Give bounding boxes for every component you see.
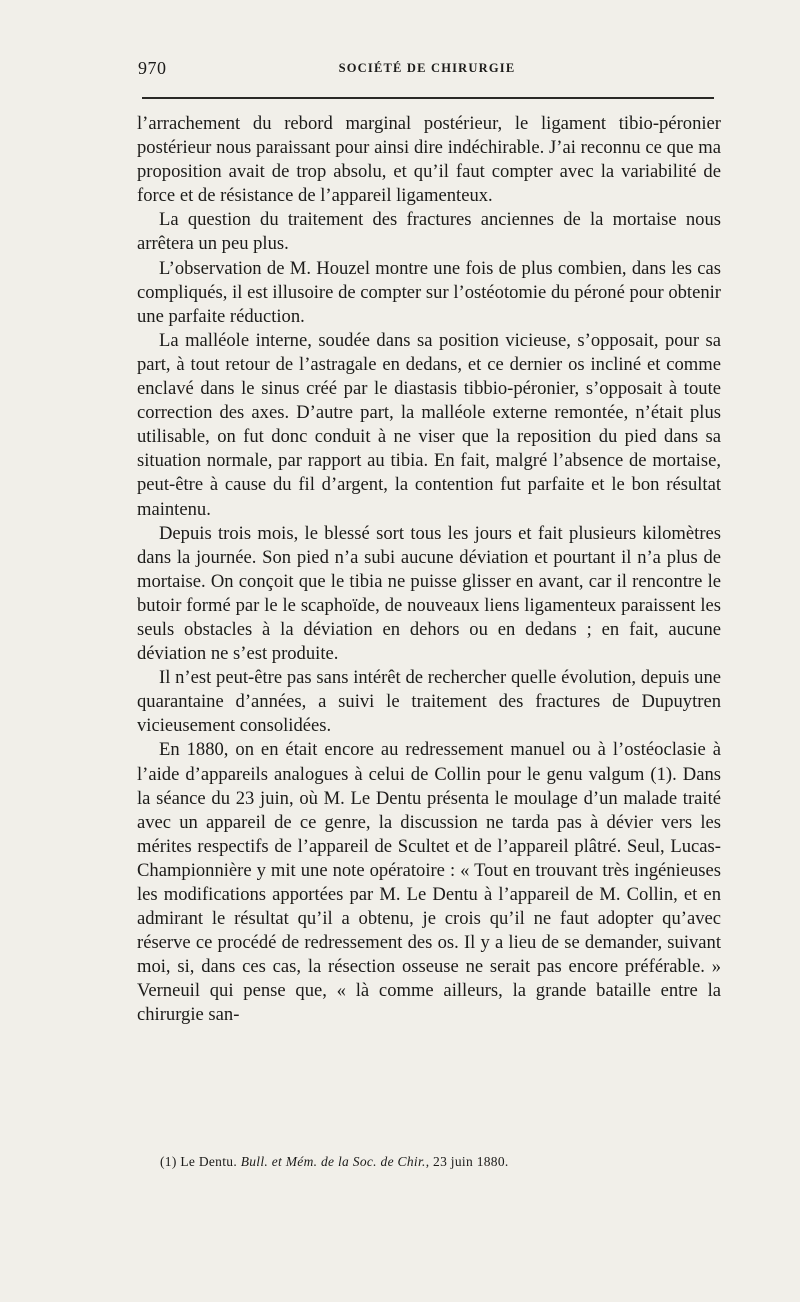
footnote-date: , 23 juin 1880. — [425, 1154, 509, 1169]
paragraph-6: Il n’est peut-être pas sans intérêt de rechercher quelle évolution, depuis une quarantaine d’années, a suivi le traitement des fractures de Dupuytren vicieusement consolidées. — [137, 667, 721, 737]
body-text — [137, 112, 721, 1028]
paragraph-5: Depuis trois mois, le blessé sort tous les jours et fait plusieurs kilomètres dans la journée. Son pied n’a subi aucune déviation et pourtant il n’a plus de mortaise. On conçoit que le tibia ne puisse glisser en avant, car il rencontre le butoir formé par le le scaphoïde, de nouveaux liens ligamenteux paraissent les seuls obstacles à la déviation en dehors ou en dedans ; en fait, aucune déviation ne s’est produite. — [137, 522, 721, 665]
footnote-marker: (1) Le Dentu. — [160, 1154, 237, 1169]
paragraph-3: L’observation de M. Houzel montre une fois de plus combien, dans les cas compliqués, il est illusoire de compter sur l’ostéotomie du péroné pour obtenir une parfaite réduction. — [137, 257, 721, 327]
paragraph-1: l’arrachement du rebord marginal postérieur, le ligament tibio-péronier postérieur nous paraissant pour ainsi dire indéchirable. J’ai reconnu ce que ma proposition avait de trop absolu, et qu’il faut compter avec la variabilité de force et de résistance de l’appareil ligamenteux. — [137, 113, 721, 207]
footnote-source: Bull. et Mém. de la Soc. de Chir. — [240, 1154, 426, 1169]
footnote — [160, 1153, 720, 1171]
paragraph-2: La question du traitement des fractures anciennes de la mortaise nous arrêtera un peu plus. — [137, 209, 721, 255]
paragraph-7: En 1880, on en était encore au redressement manuel ou à l’ostéoclasie à l’aide d’appareils analogues à celui de Collin pour le genu valgum (1). Dans la séance du 23 juin, où M. Le Dentu présenta le moulage d’un malade traité avec un appareil de ce genre, la discussion ne tarda pas à dévier vers les mérites respectifs de l’appareil de Scultet et de l’appareil plâtré. Seul, Lucas-Championnière y mit une note opératoire : « Tout en trouvant très ingénieuses les modifications apportées par M. Le Dentu à l’appareil de M. Collin, et en admirant le résultat qu’il a obtenu, je crois qu’il ne faut adopter qu’avec réserve ce procédé de redressement des os. Il y a lieu de se demander, suivant moi, si, dans ces cas, la résection osseuse ne serait pas encore préférable. » Verneuil qui pense que, « là comme ailleurs, la grande bataille entre la chirurgie san- — [137, 739, 721, 1026]
running-head: SOCIÉTÉ DE CHIRURGIE — [338, 61, 516, 75]
page-number: 970 — [138, 58, 167, 78]
header-rule — [142, 97, 714, 99]
page-header — [138, 58, 716, 88]
paragraph-4: La malléole interne, soudée dans sa position vicieuse, s’opposait, pour sa part, à tout retour de l’astragale en dedans, et ce dernier os incliné et comme enclavé dans le sinus créé par le diastasis tibbio-péronier, s’opposait à toute correction des axes. D’autre part, la malléole externe remontée, n’était plus utilisable, on fut donc conduit à ne viser que la reposition du pied dans sa situation normale, par rapport au tibia. En fait, malgré l’absence de mortaise, peut-être à cause du fil d’argent, la contention fut parfaite et le bon résultat maintenu. — [137, 329, 721, 520]
